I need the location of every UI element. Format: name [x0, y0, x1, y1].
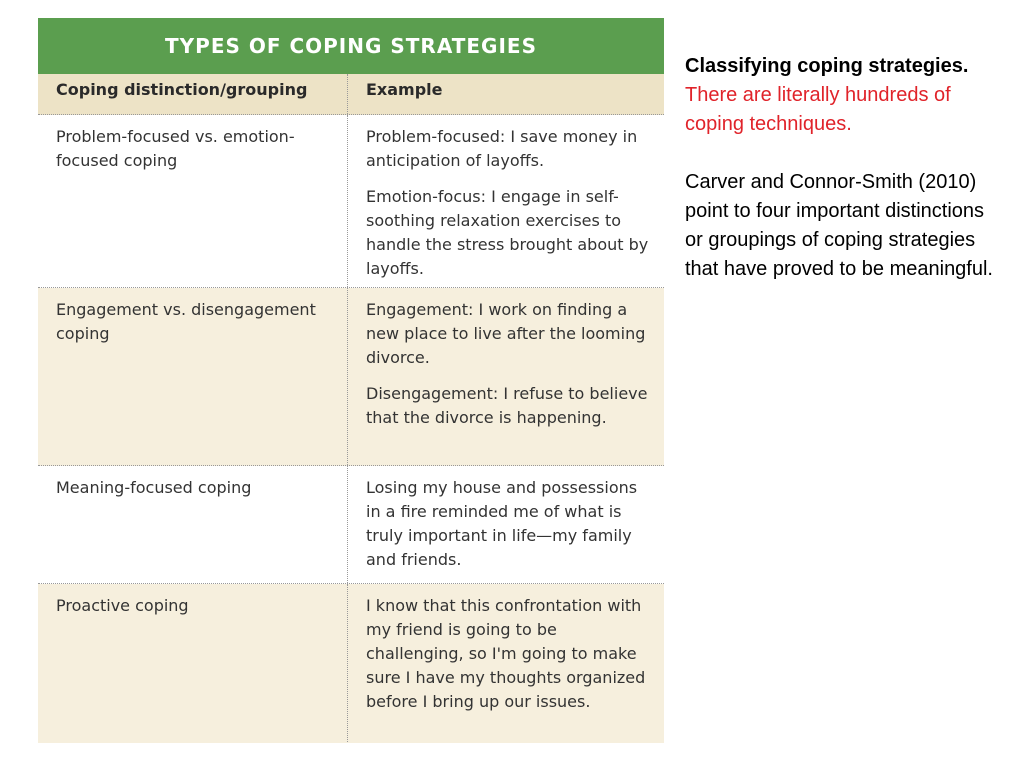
example-cell	[348, 288, 664, 465]
table-row	[38, 466, 664, 584]
side-highlight: There are literally hundreds of coping techniques.	[685, 84, 951, 135]
side-text	[685, 52, 1005, 284]
example-text: I know that this confrontation with my friend is going to be challenging, so I'm going to make sure I have my thoughts organized before I bring up our issues.	[366, 596, 646, 711]
column-header-grouping: Coping distinction/grouping	[38, 74, 348, 114]
example-cell	[348, 466, 664, 583]
example-text: Disengagement: I refuse to believe that the divorce is happening.	[366, 384, 648, 427]
side-paragraph: Carver and Connor-Smith (2010) point to four important distinctions or groupings of coping strategies that have proved to be meaningful.	[685, 171, 993, 280]
grouping-cell: Proactive coping	[38, 584, 348, 743]
example-text: Problem-focused: I save money in anticipation of layoffs.	[366, 127, 638, 170]
example-text: Emotion-focus: I engage in self-soothing relaxation exercises to handle the stress brought about by layoffs.	[366, 187, 649, 278]
side-intro	[685, 52, 1005, 139]
example-text: Losing my house and possessions in a fire reminded me of what is truly important in life—my family and friends.	[366, 478, 638, 569]
table-header-row	[38, 74, 664, 115]
table-row	[38, 584, 664, 743]
example-cell	[348, 115, 664, 287]
coping-strategies-table	[38, 18, 664, 743]
table-row	[38, 288, 664, 466]
grouping-cell: Meaning-focused coping	[38, 466, 348, 583]
side-heading: Classifying coping strategies.	[685, 55, 969, 77]
example-cell	[348, 584, 664, 743]
column-header-example: Example	[366, 80, 443, 99]
grouping-cell: Engagement vs. disengagement coping	[38, 288, 348, 465]
grouping-cell: Problem-focused vs. emotion-focused coping	[38, 115, 348, 287]
table-row	[38, 115, 664, 288]
table-title: TYPES OF COPING STRATEGIES	[38, 18, 664, 74]
example-text: Engagement: I work on finding a new place to live after the looming divorce.	[366, 300, 646, 367]
